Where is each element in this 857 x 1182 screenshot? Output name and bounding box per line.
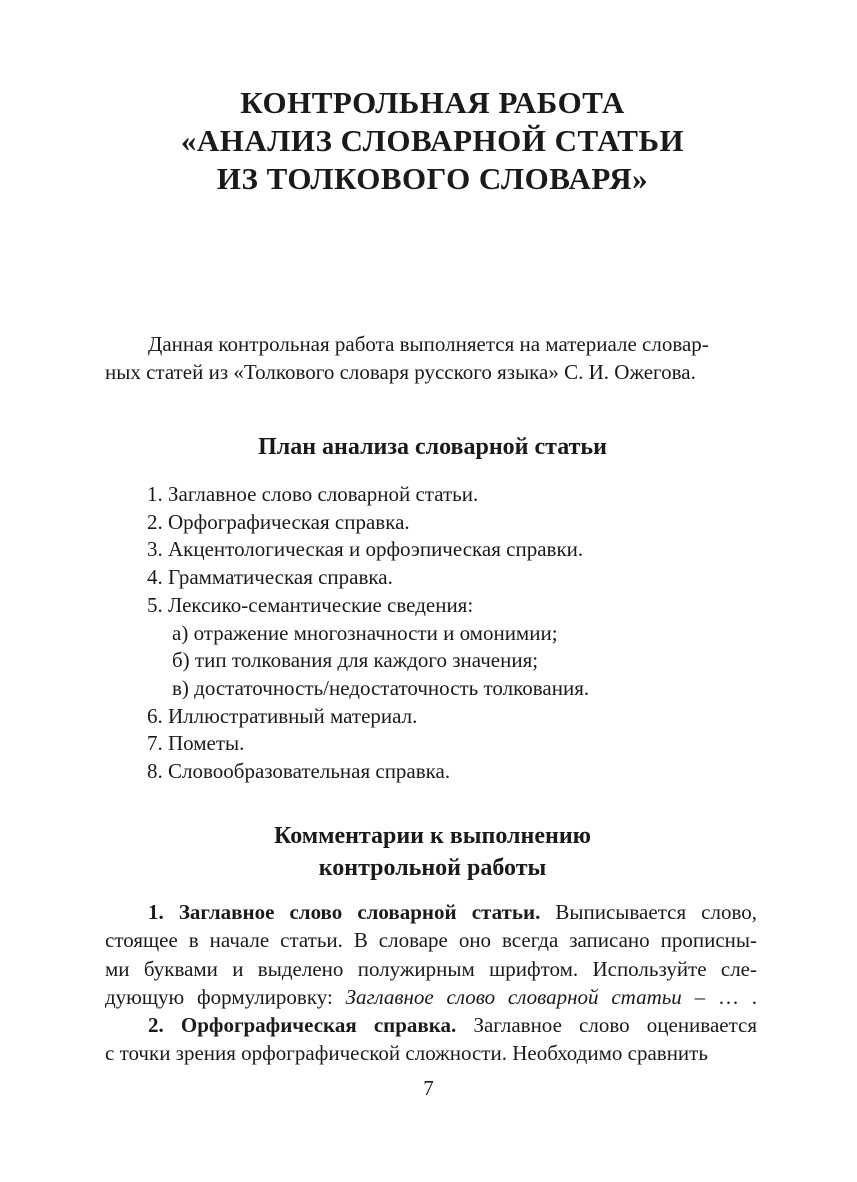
page-title [100,84,765,198]
paragraph-lead: 2. Орфографическая справка. [148,1013,457,1038]
paragraph-line: стоящее в начале статьи. В словаре оно всегда записано прописны- [105,928,757,953]
intro-paragraph [105,330,757,386]
paragraph-line: ми буквами и выделено полужирным шрифтом. Используйте сле- [105,956,757,981]
list-item: 6. Иллюстративный материал. [147,703,418,728]
paragraph-line: 2. Орфографическая справка. Заглавное слово оценивается [148,1013,757,1038]
list-item: 7. Пометы. [147,731,245,756]
plan-heading: План анализа словарной статьи [258,434,607,460]
page-number: 7 [423,1076,434,1100]
paragraph-line: 1. Заглавное слово словарной статьи. Выписывается слово, [148,900,758,924]
title-line: «АНАЛИЗ СЛОВАРНОЙ СТАТЬИ [180,123,685,158]
paragraph-line: дующую формулировку: Заглавное слово словарной статьи – … . [105,984,758,1009]
comments-heading [100,820,765,884]
paragraph-lead: 1. Заглавное слово словарной статьи. [148,900,541,924]
list-item: 5. Лексико-семантические сведения: [147,592,474,617]
title-line: КОНТРОЛЬНАЯ РАБОТА [240,85,625,120]
list-subitem: б) тип толкования для каждого значения; [172,648,539,673]
paragraph-line: с точки зрения орфографической сложности. Необходимо сравнить [105,1041,708,1066]
comments-heading-line: контрольной работы [318,855,547,881]
list-item: 1. Заглавное слово словарной статьи. [147,482,479,506]
list-subitem: в) достаточность/недостаточность толкования. [172,675,590,700]
intro-line: Данная контрольная работа выполняется на материале словар- [148,332,709,356]
list-item: 3. Акцентологическая и орфоэпическая справки. [147,537,584,562]
intro-line: ных статей из «Толкового словаря русского языка» С. И. Ожегова. [105,360,696,384]
plan-list [147,481,757,786]
list-item: 2. Орфографическая справка. [147,509,410,534]
list-item: 8. Словообразовательная справка. [147,759,451,784]
list-item: 4. Грамматическая справка. [147,565,393,590]
comments-heading-line: Комментарии к выполнению [274,823,591,849]
example-phrase: Заглавное слово словарной статьи [345,984,682,1009]
comments-body [105,898,757,1068]
list-subitem: а) отражение многозначности и омонимии; [172,620,558,645]
title-line: ИЗ ТОЛКОВОГО СЛОВАРЯ» [216,161,649,196]
